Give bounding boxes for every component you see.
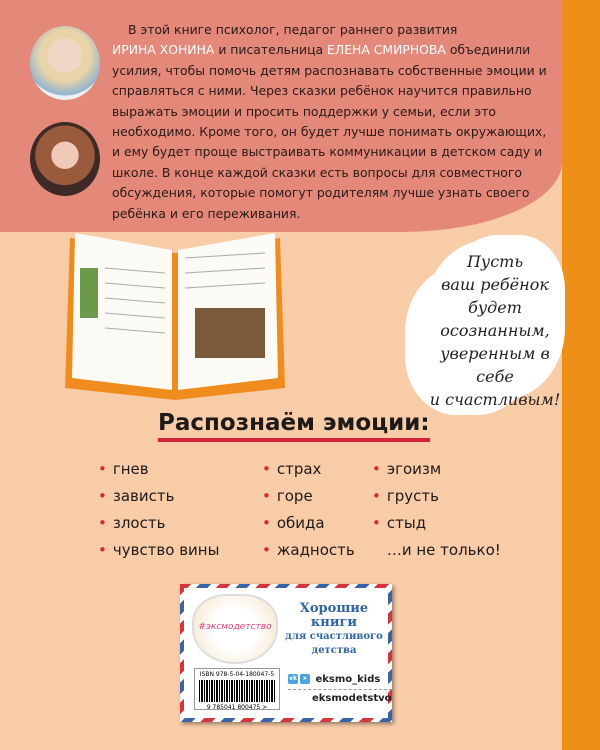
emotion-item: • злость <box>98 514 166 532</box>
emotion-item: • стыд <box>372 514 427 532</box>
social-links <box>288 674 392 704</box>
author-photo-smirnova <box>30 122 100 196</box>
publisher-card <box>180 584 392 722</box>
emotions-heading: Распознаём эмоции: <box>158 410 430 442</box>
hashtag: #эксмодетство <box>198 622 272 632</box>
barcode-number: 9 785041 800475 > <box>206 704 268 711</box>
eksmo-heart-logo <box>192 594 278 664</box>
author-photo-khonina <box>30 26 100 100</box>
emotion-item: • грусть <box>372 487 439 505</box>
cloud-line: Пусть <box>466 252 524 271</box>
author-name: ЕЛЕНА СМИРНОВА <box>327 42 446 58</box>
open-book-image <box>60 228 290 403</box>
emotion-item: • чувство вины <box>98 541 220 559</box>
cloud-line: и счастливым! <box>429 390 561 409</box>
emotion-item: • жадность <box>262 541 355 559</box>
isbn-text: ISBN 978-5-04-180047-5 <box>199 671 275 678</box>
emotion-item: • горе <box>262 487 313 505</box>
intro-line: В этой книге психолог, педагог раннего развития <box>128 22 458 37</box>
emotion-item: • зависть <box>98 487 175 505</box>
emotions-column <box>262 456 355 564</box>
emotions-column <box>372 456 501 564</box>
intro-text-part: объединили усилия, чтобы помочь детям распознавать собственные эмоции и справляться с ними. Через сказки ребёнок научится правильно выражать эмоции и просить поддержки у семьи, если это необходимо. Кроме того, он будет лучше понимать окружающих, и ему будет проще выстраивать коммуникации в детском саду и школе. В конце каждой сказки есть вопросы для совместного обсуждения, которые помогут родителям лучше узнать своего ребёнка и его переживания. <box>112 42 547 221</box>
intro-text <box>112 20 552 224</box>
emotion-item: …и не только! <box>386 541 501 559</box>
cloud-line: будет осознанным, <box>440 298 550 340</box>
telegram-icon: ➤ <box>300 674 310 684</box>
cloud-line: ваш ребёнок <box>441 275 549 294</box>
author-name: ИРИНА ХОНИНА <box>112 42 215 58</box>
cloud-line: уверенным в себе <box>440 344 550 386</box>
social-handle[interactable]: eksmodetstvo <box>288 689 392 704</box>
emotion-item: • гнев <box>98 460 149 478</box>
barcode <box>194 668 280 710</box>
social-handle[interactable]: eksmo_kids <box>315 674 381 685</box>
vk-icon: vk <box>289 675 297 682</box>
emotion-item: • обида <box>262 514 325 532</box>
emotions-column <box>98 456 219 564</box>
cloud-text <box>420 250 570 411</box>
emotion-item: • эгоизм <box>372 460 442 478</box>
intro-text-part: и писательница <box>214 42 328 58</box>
barcode-bars <box>199 680 275 702</box>
publisher-slogan: Хорошие книги для счастливого детства <box>285 601 383 656</box>
emotion-item: • страх <box>262 460 322 478</box>
